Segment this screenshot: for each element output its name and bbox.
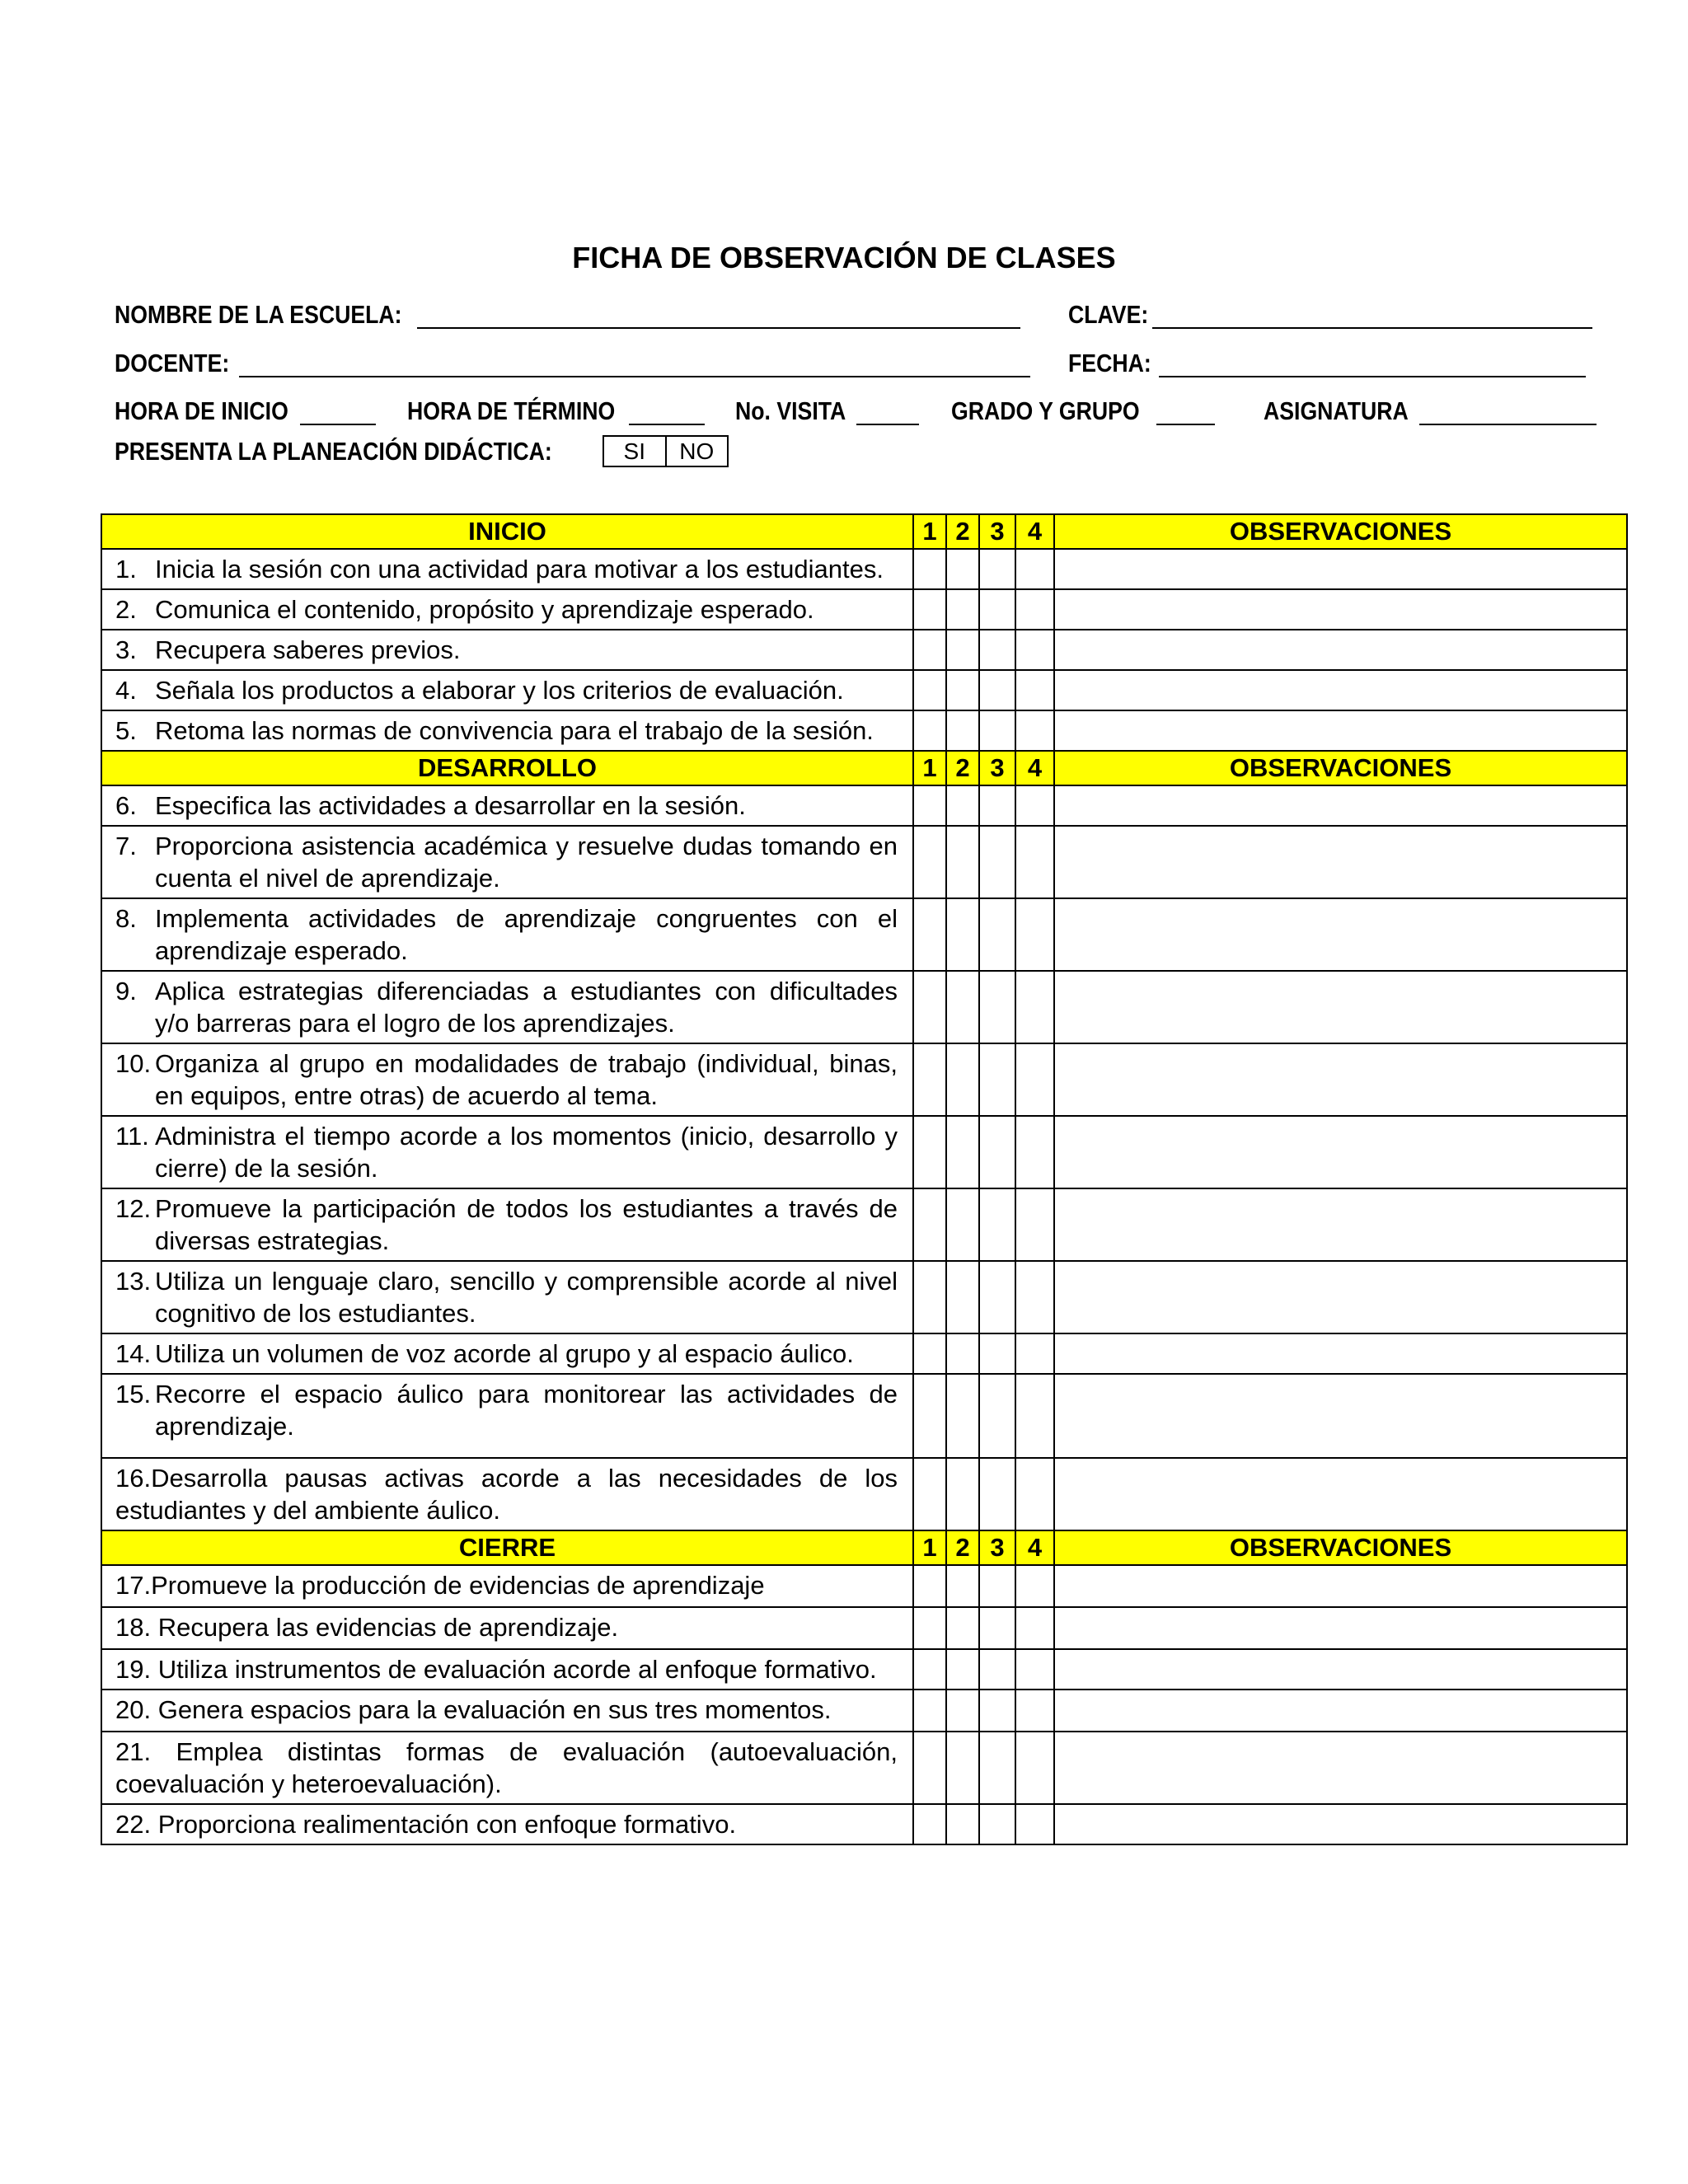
rating-cell[interactable]	[946, 1374, 979, 1458]
rating-cell[interactable]	[979, 549, 1015, 589]
item-number: 6.	[115, 791, 137, 820]
observation-cell[interactable]	[1054, 549, 1627, 589]
scale-2: 2	[946, 751, 979, 785]
table-row	[101, 589, 1627, 630]
observation-cell[interactable]	[1054, 1565, 1627, 1607]
asignatura-field[interactable]	[1419, 424, 1597, 425]
section-header-inicio	[101, 514, 1627, 549]
item-text: Señala los productos a elaborar y los criterios de evaluación.	[155, 676, 844, 705]
table-row	[101, 1732, 1627, 1804]
rating-cell[interactable]	[913, 549, 946, 589]
rating-cell[interactable]	[1015, 630, 1054, 670]
item-number: 14.	[115, 1339, 152, 1368]
scale-4: 4	[1015, 1530, 1054, 1565]
item-number: 4.	[115, 676, 137, 705]
clave-label: CLAVE:	[1068, 300, 1149, 329]
rating-cell[interactable]	[946, 1333, 979, 1374]
observation-cell[interactable]	[1054, 1649, 1627, 1690]
scale-3: 3	[979, 1530, 1015, 1565]
rating-cell[interactable]	[913, 670, 946, 710]
rating-cell[interactable]	[1015, 710, 1054, 751]
no-option[interactable]: NO	[679, 438, 715, 464]
visita-label: No. VISITA	[735, 396, 846, 425]
observation-cell[interactable]	[1054, 785, 1627, 826]
rating-cell[interactable]	[979, 1458, 1015, 1530]
table-row	[101, 710, 1627, 751]
rating-cell[interactable]	[979, 710, 1015, 751]
item-text: Comunica el contenido, propósito y aprendizaje esperado.	[155, 595, 814, 624]
rating-cell[interactable]	[1015, 1458, 1054, 1530]
rating-cell[interactable]	[1015, 549, 1054, 589]
rating-cell[interactable]	[979, 1261, 1015, 1333]
observaciones-header: OBSERVACIONES	[1054, 751, 1627, 785]
observation-cell[interactable]	[1054, 971, 1627, 1043]
rating-cell[interactable]	[913, 826, 946, 898]
rating-cell[interactable]	[1015, 1690, 1054, 1732]
table-row	[101, 1261, 1627, 1333]
item-text: 21. Emplea distintas formas de evaluación (autoevaluación, coevaluación y heteroevaluación).	[115, 1737, 898, 1798]
item-text: Especifica las actividades a desarrollar en la sesión.	[155, 791, 746, 820]
table-row	[101, 1374, 1627, 1458]
observation-table	[101, 513, 1628, 1845]
scale-2: 2	[946, 1530, 979, 1565]
rating-cell[interactable]	[946, 1649, 979, 1690]
rating-cell[interactable]	[913, 710, 946, 751]
scale-1: 1	[913, 514, 946, 549]
item-text: 19. Utiliza instrumentos de evaluación acorde al enfoque formativo.	[115, 1655, 877, 1684]
table-row	[101, 1116, 1627, 1188]
rating-cell[interactable]	[913, 971, 946, 1043]
rating-cell[interactable]	[979, 1607, 1015, 1649]
item-text: Utiliza un lenguaje claro, sencillo y comprensible acorde al nivel cognitivo de los estudiantes.	[155, 1267, 898, 1328]
rating-cell[interactable]	[913, 1804, 946, 1844]
rating-cell[interactable]	[946, 549, 979, 589]
observation-cell[interactable]	[1054, 1732, 1627, 1804]
rating-cell[interactable]	[1015, 1043, 1054, 1116]
scale-3: 3	[979, 751, 1015, 785]
rating-cell[interactable]	[946, 589, 979, 630]
table-row	[101, 1690, 1627, 1732]
table-row	[101, 971, 1627, 1043]
section-header-desarrollo	[101, 751, 1627, 785]
item-number: 7.	[115, 832, 137, 860]
rating-cell[interactable]	[979, 1188, 1015, 1261]
fecha-label: FECHA:	[1068, 349, 1151, 377]
rating-cell[interactable]	[1015, 670, 1054, 710]
observation-cell[interactable]	[1054, 1261, 1627, 1333]
grado-label: GRADO Y GRUPO	[951, 396, 1140, 425]
rating-cell[interactable]	[946, 630, 979, 670]
table-row	[101, 1804, 1627, 1844]
rating-cell[interactable]	[913, 630, 946, 670]
rating-cell[interactable]	[913, 1690, 946, 1732]
table-row	[101, 549, 1627, 589]
si-no-box	[603, 435, 729, 467]
section-title: INICIO	[101, 514, 913, 549]
rating-cell[interactable]	[946, 1261, 979, 1333]
hora-inicio-field[interactable]	[300, 424, 376, 425]
rating-cell[interactable]	[946, 1565, 979, 1607]
grado-field[interactable]	[1156, 424, 1215, 425]
item-number: 10.	[115, 1049, 152, 1078]
scale-1: 1	[913, 751, 946, 785]
section-header-cierre	[101, 1530, 1627, 1565]
visita-field[interactable]	[856, 424, 919, 425]
observation-cell[interactable]	[1054, 630, 1627, 670]
rating-cell[interactable]	[1015, 1649, 1054, 1690]
rating-cell[interactable]	[979, 898, 1015, 971]
rating-cell[interactable]	[946, 1804, 979, 1844]
rating-cell[interactable]	[946, 1188, 979, 1261]
item-number: 12.	[115, 1194, 152, 1223]
item-number: 9.	[115, 977, 137, 1005]
rating-cell[interactable]	[979, 589, 1015, 630]
table-row	[101, 1458, 1627, 1530]
rating-cell[interactable]	[1015, 898, 1054, 971]
rating-cell[interactable]	[946, 1043, 979, 1116]
observation-cell[interactable]	[1054, 1374, 1627, 1458]
rating-cell[interactable]	[913, 1333, 946, 1374]
observation-cell[interactable]	[1054, 670, 1627, 710]
rating-cell[interactable]	[1015, 1188, 1054, 1261]
rating-cell[interactable]	[1015, 785, 1054, 826]
docente-label: DOCENTE:	[115, 349, 230, 377]
rating-cell[interactable]	[913, 898, 946, 971]
item-text: Proporciona asistencia académica y resuelve dudas tomando en cuenta el nivel de aprendizaje.	[155, 832, 898, 893]
item-text: Recorre el espacio áulico para monitorear las actividades de aprendizaje.	[155, 1380, 898, 1441]
hora-termino-label: HORA DE TÉRMINO	[407, 396, 616, 425]
asignatura-label: ASIGNATURA	[1264, 396, 1409, 425]
item-text: Promueve la participación de todos los estudiantes a través de diversas estrategias.	[155, 1194, 898, 1255]
rating-cell[interactable]	[946, 1458, 979, 1530]
table-row	[101, 1649, 1627, 1690]
observation-cell[interactable]	[1054, 589, 1627, 630]
rating-cell[interactable]	[1015, 1804, 1054, 1844]
item-text: Retoma las normas de convivencia para el trabajo de la sesión.	[155, 716, 874, 745]
scale-1: 1	[913, 1530, 946, 1565]
table-row	[101, 898, 1627, 971]
item-number: 5.	[115, 716, 137, 745]
rating-cell[interactable]	[979, 630, 1015, 670]
item-text: Administra el tiempo acorde a los momentos (inicio, desarrollo y cierre) de la sesión.	[155, 1122, 898, 1183]
clave-field[interactable]	[1152, 327, 1592, 329]
rating-cell[interactable]	[946, 710, 979, 751]
rating-cell[interactable]	[1015, 1374, 1054, 1458]
rating-cell[interactable]	[946, 1690, 979, 1732]
rating-cell[interactable]	[1015, 1607, 1054, 1649]
rating-cell[interactable]	[979, 670, 1015, 710]
rating-cell[interactable]	[1015, 971, 1054, 1043]
school-field[interactable]	[417, 327, 1020, 329]
scale-2: 2	[946, 514, 979, 549]
observation-cell[interactable]	[1054, 898, 1627, 971]
page-title: FICHA DE OBSERVACIÓN DE CLASES	[572, 241, 1116, 274]
item-number: 3.	[115, 635, 137, 664]
item-text: Utiliza un volumen de voz acorde al grupo y al espacio áulico.	[155, 1339, 854, 1368]
table-row	[101, 785, 1627, 826]
rating-cell[interactable]	[913, 1043, 946, 1116]
rating-cell[interactable]	[913, 589, 946, 630]
rating-cell[interactable]	[1015, 1261, 1054, 1333]
item-text: 22. Proporciona realimentación con enfoque formativo.	[115, 1810, 737, 1839]
item-number: 13.	[115, 1267, 152, 1296]
observation-cell[interactable]	[1054, 1043, 1627, 1116]
rating-cell[interactable]	[979, 1690, 1015, 1732]
rating-cell[interactable]	[1015, 826, 1054, 898]
rating-cell[interactable]	[946, 1116, 979, 1188]
observation-cell[interactable]	[1054, 710, 1627, 751]
rating-cell[interactable]	[946, 826, 979, 898]
rating-cell[interactable]	[946, 1607, 979, 1649]
rating-cell[interactable]	[913, 1374, 946, 1458]
observation-cell[interactable]	[1054, 1458, 1627, 1530]
rating-cell[interactable]	[979, 1333, 1015, 1374]
rating-cell[interactable]	[979, 1649, 1015, 1690]
rating-cell[interactable]	[913, 1188, 946, 1261]
hora-inicio-label: HORA DE INICIO	[115, 396, 288, 425]
observation-cell[interactable]	[1054, 1690, 1627, 1732]
observaciones-header: OBSERVACIONES	[1054, 514, 1627, 549]
school-label: NOMBRE DE LA ESCUELA:	[115, 300, 402, 329]
rating-cell[interactable]	[913, 1261, 946, 1333]
rating-cell[interactable]	[979, 1043, 1015, 1116]
rating-cell[interactable]	[913, 1116, 946, 1188]
rating-cell[interactable]	[979, 1732, 1015, 1804]
item-text: Recupera saberes previos.	[155, 635, 461, 664]
rating-cell[interactable]	[979, 826, 1015, 898]
section-title: DESARROLLO	[101, 751, 913, 785]
table-row	[101, 630, 1627, 670]
rating-cell[interactable]	[979, 785, 1015, 826]
table-row	[101, 1188, 1627, 1261]
rating-cell[interactable]	[1015, 1732, 1054, 1804]
planeacion-label: PRESENTA LA PLANEACIÓN DIDÁCTICA:	[115, 437, 552, 466]
scale-4: 4	[1015, 751, 1054, 785]
item-text: Organiza al grupo en modalidades de trabajo (individual, binas, en equipos, entre otras) de acuerdo al tema.	[155, 1049, 898, 1110]
scale-3: 3	[979, 514, 1015, 549]
item-text: Aplica estrategias diferenciadas a estudiantes con dificultades y/o barreras para el logro de los aprendizajes.	[155, 977, 898, 1038]
observation-cell[interactable]	[1054, 1804, 1627, 1844]
rating-cell[interactable]	[979, 1374, 1015, 1458]
hora-termino-field[interactable]	[629, 424, 705, 425]
observaciones-header: OBSERVACIONES	[1054, 1530, 1627, 1565]
table-row	[101, 1607, 1627, 1649]
rating-cell[interactable]	[913, 1565, 946, 1607]
rating-cell[interactable]	[946, 670, 979, 710]
section-title: CIERRE	[101, 1530, 913, 1565]
item-text: 18. Recupera las evidencias de aprendizaje.	[115, 1613, 619, 1642]
item-number: 11.	[115, 1122, 149, 1151]
observation-cell[interactable]	[1054, 826, 1627, 898]
rating-cell[interactable]	[1015, 1565, 1054, 1607]
item-text: Implementa actividades de aprendizaje congruentes con el aprendizaje esperado.	[155, 904, 898, 965]
rating-cell[interactable]	[1015, 1333, 1054, 1374]
item-text: Inicia la sesión con una actividad para motivar a los estudiantes.	[155, 555, 884, 583]
rating-cell[interactable]	[979, 1116, 1015, 1188]
si-option[interactable]: SI	[604, 437, 667, 466]
item-number: 15.	[115, 1380, 152, 1408]
observation-cell[interactable]	[1054, 1188, 1627, 1261]
rating-cell[interactable]	[979, 1804, 1015, 1844]
item-text: 17.Promueve la producción de evidencias de aprendizaje	[115, 1571, 765, 1600]
table-row	[101, 1043, 1627, 1116]
item-number: 1.	[115, 555, 137, 583]
item-number: 8.	[115, 904, 137, 933]
table-row	[101, 670, 1627, 710]
rating-cell[interactable]	[1015, 589, 1054, 630]
rating-cell[interactable]	[946, 898, 979, 971]
rating-cell[interactable]	[1015, 1116, 1054, 1188]
item-text: 20. Genera espacios para la evaluación en sus tres momentos.	[115, 1695, 832, 1724]
table-row	[101, 1565, 1627, 1607]
rating-cell[interactable]	[946, 971, 979, 1043]
table-row	[101, 826, 1627, 898]
rating-cell[interactable]	[913, 1732, 946, 1804]
rating-cell[interactable]	[913, 1649, 946, 1690]
observation-cell[interactable]	[1054, 1607, 1627, 1649]
rating-cell[interactable]	[946, 1732, 979, 1804]
fecha-field[interactable]	[1159, 376, 1586, 377]
docente-field[interactable]	[239, 376, 1030, 377]
rating-cell[interactable]	[913, 1607, 946, 1649]
rating-cell[interactable]	[946, 785, 979, 826]
item-text: 16.Desarrolla pausas activas acorde a las necesidades de los estudiantes y del ambiente áulico.	[115, 1464, 898, 1525]
rating-cell[interactable]	[979, 1565, 1015, 1607]
rating-cell[interactable]	[913, 1458, 946, 1530]
table-row	[101, 1333, 1627, 1374]
observation-cell[interactable]	[1054, 1116, 1627, 1188]
item-number: 2.	[115, 595, 137, 624]
observation-cell[interactable]	[1054, 1333, 1627, 1374]
rating-cell[interactable]	[913, 785, 946, 826]
rating-cell[interactable]	[979, 971, 1015, 1043]
scale-4: 4	[1015, 514, 1054, 549]
